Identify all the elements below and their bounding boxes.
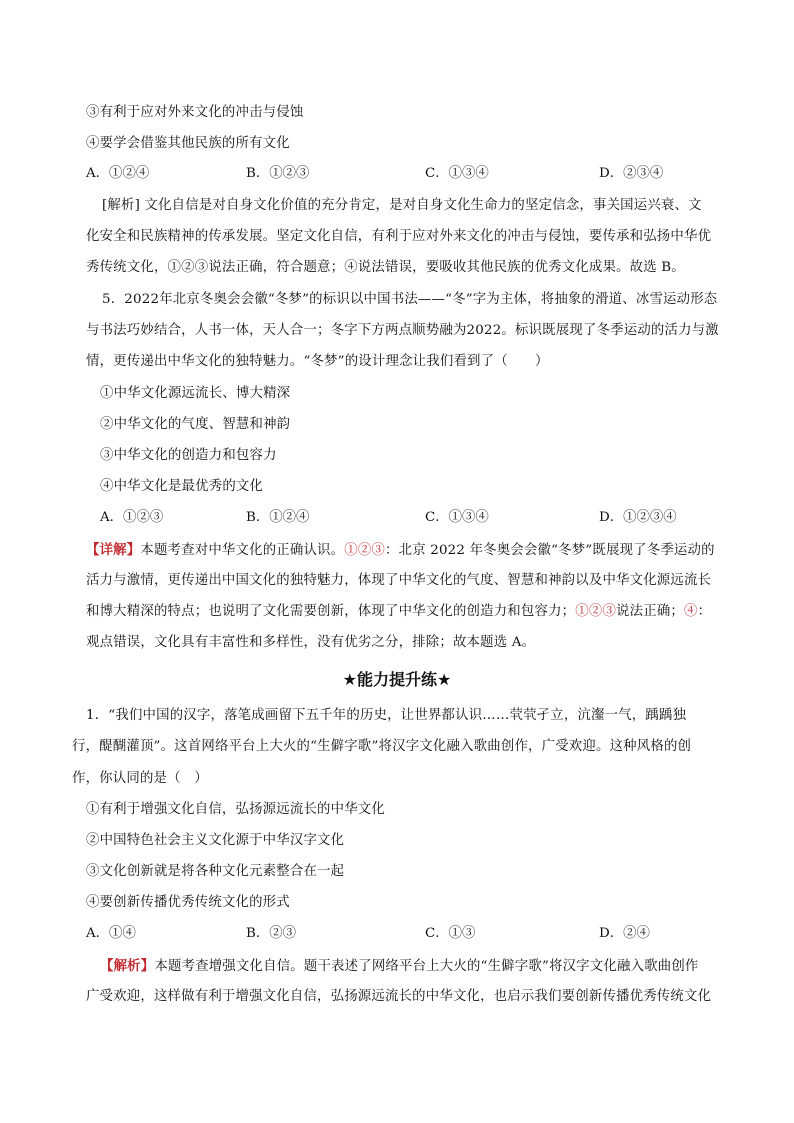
ability-q1-stem-line-3: 作，你认同的是（ ） [72, 771, 208, 786]
detail-highlight: ④ [684, 604, 698, 619]
ability-q1-statement-2: ②中国特色社会主义文化源于中华汉字文化 [86, 833, 345, 848]
q5-statement-1: ①中华文化源远流长、博大精深 [100, 386, 291, 401]
q4-option-c: C．①③④ [425, 166, 489, 181]
q4-statement-3: ③有利于应对外来文化的冲击与侵蚀 [86, 105, 304, 120]
ability-q1-option-d: D．②④ [599, 926, 650, 941]
ability-q1-option-b: B．②③ [246, 926, 297, 941]
detail-text: 和博大精深的特点；也说明了文化需要创新，体现了中华文化的创造力和包容力； [86, 604, 576, 619]
ability-q1-options [86, 925, 706, 943]
q4-statement-4: ④要学会借鉴其他民族的所有文化 [86, 136, 290, 151]
q4-options [86, 165, 706, 183]
detail-text: 本题考查对中华文化的正确认识。 [140, 543, 345, 558]
q4-option-b: B．①②③ [246, 166, 310, 181]
q5-options [100, 509, 720, 527]
q5-statement-3: ③中华文化的创造力和包容力 [100, 448, 277, 463]
q4-analysis-line-3: 秀传统文化，①②③说法正确，符合题意；④说法错误，要吸收其他民族的优秀文化成果。故选 B。 [86, 260, 685, 275]
detail-text: 说法正确； [616, 604, 684, 619]
analysis-label: 【解析】 [100, 958, 155, 974]
detail-text: ： [697, 604, 712, 619]
ability-q1-option-a: A．①④ [86, 926, 136, 941]
ability-q1-statement-1: ①有利于增强文化自信，弘扬源远流长的中华文化 [86, 802, 385, 817]
detail-label: 【详解】 [86, 542, 141, 558]
q5-statement-4: ④中华文化是最优秀的文化 [100, 479, 264, 494]
q5-stem-line-2: 与书法巧妙结合，人书一体，天人合一；冬字下方两点顺势融为2022。标识既展现了冬季运动的活力与激 [86, 323, 719, 338]
q4-option-d: D．②③④ [599, 166, 664, 181]
q5-detail-line-2: 活力与激情，更传递出中国文化的独特魅力，体现了中华文化的气度、智慧和神韵以及中华文化源远流长 [86, 573, 712, 588]
q4-analysis-line-1: [解析] 文化自信是对自身文化价值的充分肯定，是对自身文化生命力的坚定信念，事关国运兴衰、文 [102, 198, 702, 213]
q5-statement-2: ②中华文化的气度、智慧和神韵 [100, 417, 291, 432]
detail-text: ：北京 2022 年冬奥会会徽“冬梦”既展现了冬季运动的 [385, 543, 715, 558]
q5-stem-line-1: 5．2022年北京冬奥会会徽“冬梦”的标识以中国书法——“冬”字为主体，将抽象的滑道、冰雪运动形态 [102, 292, 718, 307]
ability-q1-stem-line-2: 行，醍醐灌顶”。这首网络平台上大火的“生僻字歌”将汉字文化融入歌曲创作，广受欢迎。这种风格的创 [72, 739, 692, 754]
ability-q1-stem-line-1: 1．“我们中国的汉字，落笔成画留下五千年的历史，让世界都认识……茕茕孑立，沆瀣一气，踽踽独 [86, 708, 687, 723]
q4-option-a: A．①②④ [86, 166, 150, 181]
analysis-text: 本题考查增强文化自信。题干表述了网络平台上大火的“生僻字歌”将汉字文化融入歌曲创作 [154, 959, 699, 974]
q5-option-d: D．①②③④ [599, 510, 677, 525]
section-title: ★能力提升练★ [342, 670, 452, 689]
q5-option-a: A．①②③ [100, 510, 164, 525]
q5-option-c: C．①③④ [425, 510, 489, 525]
q5-option-b: B．①②④ [246, 510, 310, 525]
detail-highlight: ①②③ [575, 604, 617, 619]
q5-stem-line-3: 情，更传递出中华文化的独特魅力。“冬梦”的设计理念让我们看到了（ ） [86, 354, 549, 369]
ability-q1-option-c: C．①③ [425, 926, 476, 941]
detail-highlight: ①②③ [344, 543, 386, 558]
q5-detail-line-1 [86, 541, 715, 560]
q5-detail-line-3 [86, 603, 711, 621]
ability-q1-analysis-line-2: 广受欢迎，这样做有利于增强文化自信，弘扬源远流长的中华文化，也启示我们要创新传播优秀传统文化 [86, 989, 712, 1004]
ability-q1-statement-4: ④要创新传播优秀传统文化的形式 [86, 895, 290, 910]
ability-q1-statement-3: ③文化创新就是将各种文化元素整合在一起 [86, 864, 345, 879]
ability-q1-analysis-line-1 [100, 957, 699, 976]
q5-detail-line-4: 观点错误，文化具有丰富性和多样性，没有优劣之分，排除；故本题选 A。 [86, 635, 536, 650]
q4-analysis-line-2: 化安全和民族精神的传承发展。坚定文化自信，有利于应对外来文化的冲击与侵蚀，要传承和弘扬中华优 [86, 229, 712, 244]
